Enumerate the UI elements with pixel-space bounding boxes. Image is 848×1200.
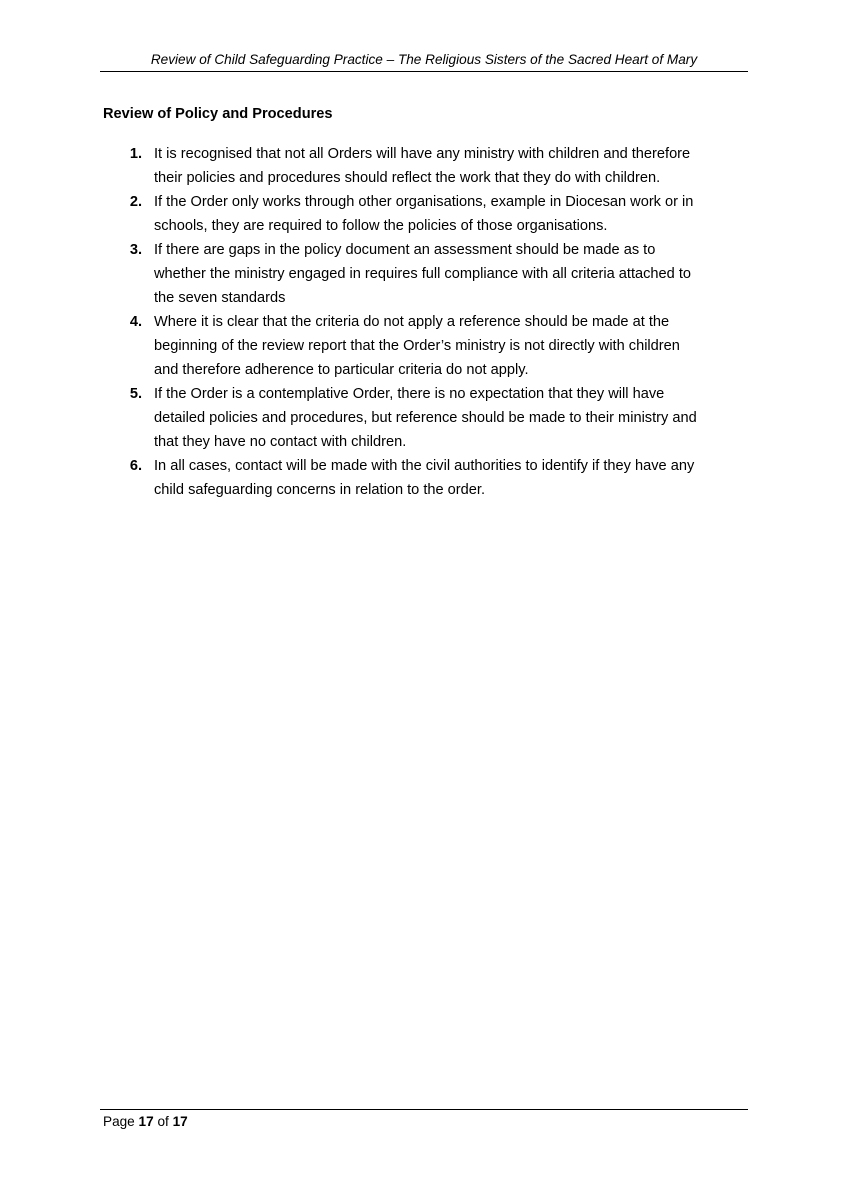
list-item-number: 6.	[129, 458, 142, 474]
list-item-line: If the Order is a contemplative Order, there is no expectation that they will have	[154, 386, 665, 402]
list-item-text	[154, 142, 752, 190]
list-item	[0, 454, 752, 502]
list-item-line: whether the ministry engaged in requires full compliance with all criteria attached to	[154, 266, 691, 282]
list-item-number: 5.	[129, 386, 142, 402]
list-item	[0, 382, 752, 454]
page-word: Page	[103, 1114, 135, 1129]
list-item-line: schools, they are required to follow the policies of those organisations.	[154, 218, 608, 234]
list-item	[0, 190, 752, 238]
list-item-line: If there are gaps in the policy document an assessment should be made as to	[154, 242, 656, 258]
list-item-text	[154, 454, 752, 502]
list-item-number: 3.	[129, 242, 142, 258]
list-item-line: the seven standards	[154, 290, 286, 306]
current-page-number: 17	[138, 1114, 154, 1129]
numbered-list	[0, 142, 848, 502]
footer-divider	[100, 1109, 748, 1110]
of-word: of	[157, 1114, 169, 1129]
list-item-line: beginning of the review report that the Order’s ministry is not directly with children	[154, 338, 680, 354]
running-header: Review of Child Safeguarding Practice – The Religious Sisters of the Sacred Heart of Mary	[150, 52, 698, 67]
header-divider	[100, 71, 748, 72]
list-item	[0, 142, 752, 190]
list-item-number: 1.	[129, 146, 142, 162]
list-item-text	[154, 238, 752, 310]
list-item-text	[154, 310, 752, 382]
list-item-line: detailed policies and procedures, but reference should be made to their ministry and	[154, 410, 697, 426]
list-item-line: In all cases, contact will be made with the civil authorities to identify if they have any	[154, 458, 695, 474]
section-heading: Review of Policy and Procedures	[103, 106, 333, 122]
total-pages-number: 17	[172, 1114, 188, 1129]
list-item-line: that they have no contact with children.	[154, 434, 407, 450]
list-item-line: their policies and procedures should reflect the work that they do with children.	[154, 170, 661, 186]
list-item-line: child safeguarding concerns in relation to the order.	[154, 482, 485, 498]
list-item-number: 2.	[129, 194, 142, 210]
list-item-text	[154, 190, 752, 238]
list-item-line: and therefore adherence to particular criteria do not apply.	[154, 362, 529, 378]
list-item-line: Where it is clear that the criteria do not apply a reference should be made at the	[154, 314, 670, 330]
list-item-text	[154, 382, 752, 454]
page-number-footer	[103, 1112, 188, 1132]
list-item	[0, 310, 752, 382]
list-item-number: 4.	[129, 314, 142, 330]
list-item-line: If the Order only works through other organisations, example in Diocesan work or in	[154, 194, 694, 210]
list-item	[0, 238, 752, 310]
list-item-line: It is recognised that not all Orders will have any ministry with children and therefore	[154, 146, 691, 162]
